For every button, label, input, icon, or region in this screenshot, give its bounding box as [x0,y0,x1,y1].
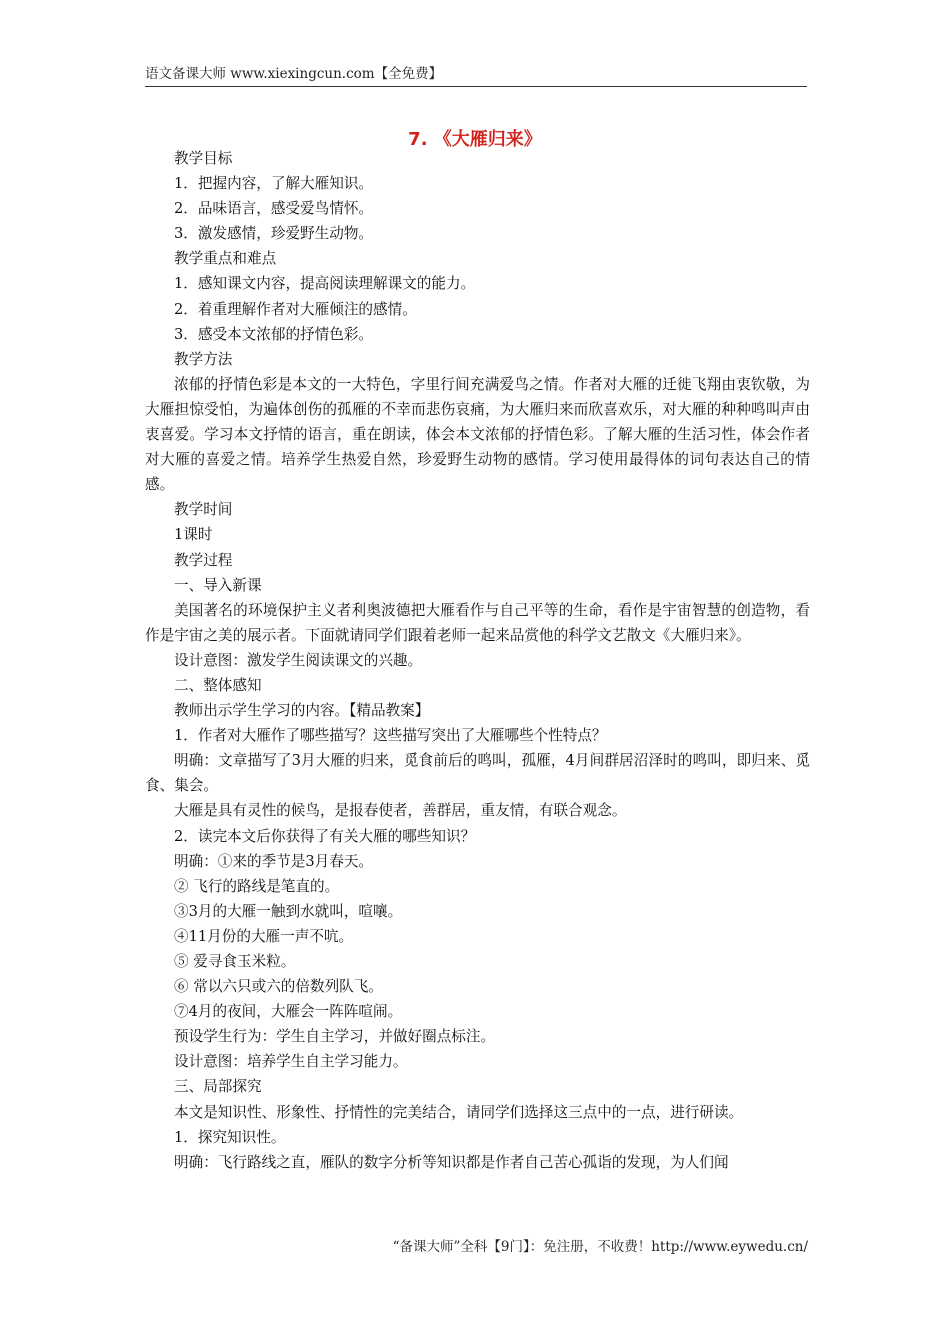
paragraph: 预设学生行为：学生自主学习，并做好圈点标注。 [174,1028,496,1046]
paragraph: ⑤ 爱寻食玉米粒。 [174,953,296,970]
document-body [145,146,810,1175]
paragraph: 明确：文章描写了3月大雁的归来，觅食前后的鸣叫，孤雁，4月间群居沼泽时的鸣叫，即归来、觅食、集会。 [145,752,810,795]
paragraph: 明确：飞行路线之直，雁队的数字分析等知识都是作者自己苦心孤诣的发现，为人们闻 [174,1153,729,1171]
paragraph: 1．探究知识性。 [174,1128,286,1146]
paragraph: 大雁是具有灵性的候鸟，是报春使者，善群居，重友情，有联合观念。 [174,802,627,820]
paragraph: 美国著名的环境保护主义者利奥波德把大雁看作与自己平等的生命，看作是宇宙智慧的创造物，看作是宇宙之美的展示者。下面就请同学们跟着老师一起来品赏他的科学文艺散文《大雁归来》。 [145,601,810,644]
paragraph: ⑥ 常以六只或六的倍数列队飞。 [174,978,383,996]
paragraph: 1．作者对大雁作了哪些描写？这些描写突出了大雁哪些个性特点？ [174,727,607,745]
paragraph: 设计意图：培养学生自主学习能力。 [174,1053,408,1071]
paragraph: 教师出示学生学习的内容。【精品教案】 [174,702,430,720]
paragraph: 2．着重理解作者对大雁倾注的感情。 [174,300,417,318]
paragraph: 1课时 [174,526,213,544]
paragraph: 1．把握内容，了解大雁知识。 [174,175,374,193]
page-header: 语文备课大师 www.xiexingcun.com【全免费】 [145,66,443,82]
paragraph: 2．品味语言，感受爱鸟情怀。 [174,200,374,218]
paragraph: 明确：①来的季节是3月春天。 [174,852,374,870]
paragraph: ④11月份的大雁一声不吭。 [174,927,354,945]
paragraph: 本文是知识性、形象性、抒情性的完美结合，请同学们选择这三点中的一点，进行研读。 [174,1103,744,1121]
paragraph: ② 飞行的路线是笔直的。 [174,877,340,895]
paragraph: ⑦4月的夜间，大雁会一阵阵喧闹。 [174,1003,403,1021]
paragraph: ③3月的大雁一触到水就叫，喧嚷。 [174,902,403,920]
paragraph: 一、导入新课 [174,576,262,594]
section-heading-process: 教学过程 [174,551,233,569]
document-title: 7. 《大雁归来》 [408,129,542,150]
section-heading-focus: 教学重点和难点 [174,250,277,268]
paragraph: 2．读完本文后你获得了有关大雁的哪些知识？ [174,827,476,845]
paragraph: 1．感知课文内容，提高阅读理解课文的能力。 [174,275,476,293]
section-heading-method: 教学方法 [174,350,233,368]
section-heading-goals: 教学目标 [174,150,233,167]
paragraph: 3．激发感情，珍爱野生动物。 [174,225,374,243]
paragraph: 二、整体感知 [174,676,262,694]
paragraph: 浓郁的抒情色彩是本文的一大特色，字里行间充满爱鸟之情。作者对大雁的迁徙飞翔由衷钦敬，为大雁担惊受怕，为遍体创伤的孤雁的不幸而悲伤哀痛，为大雁归来而欣喜欢乐，对大雁的种种鸣叫声由衷喜爱。学习本文抒情的语言，重在朗读，体会本文浓郁的抒情色彩。了解大雁的生活习性，体会作者对大雁的喜爱之情。培养学生热爱自然，珍爱野生动物的感情。学习使用最得体的词句表达自己的情感。 [145,375,810,494]
paragraph: 三、局部探究 [174,1078,262,1096]
section-heading-time: 教学时间 [174,501,233,519]
paragraph: 设计意图：激发学生阅读课文的兴趣。 [174,651,423,669]
header-divider [145,86,807,87]
paragraph: 3．感受本文浓郁的抒情色彩。 [174,325,374,343]
page-footer: “备课大师”全科【9门】：免注册，不收费！http://www.eywedu.cn/ [392,1239,808,1255]
